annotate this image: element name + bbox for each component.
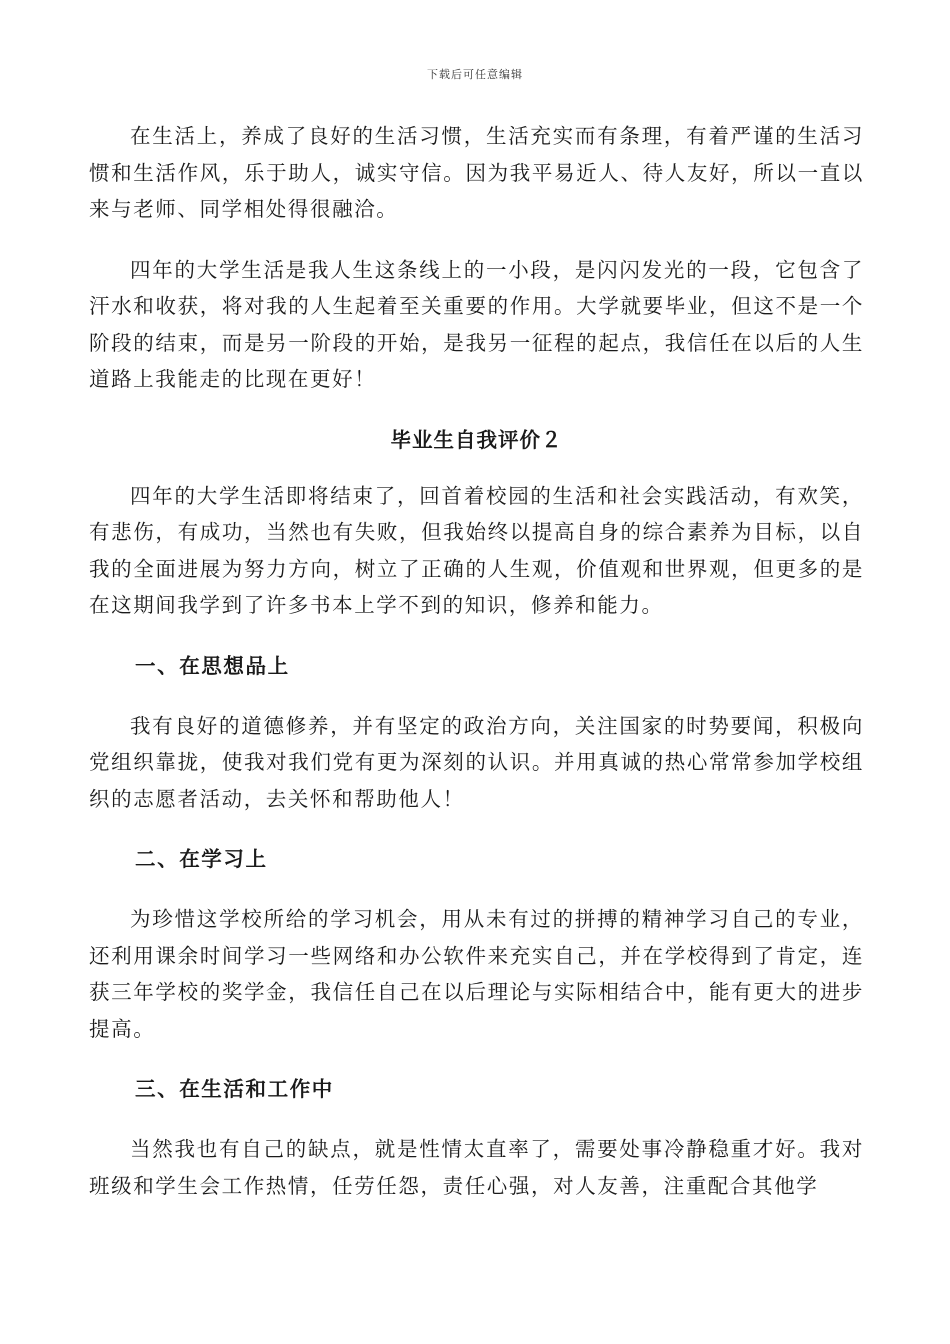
page-header: 下载后可任意编辑 [427,68,523,81]
document-title: 毕业生自我评价２ [390,427,563,452]
paragraph-life-work: 当然我也有自己的缺点，就是性情太直率了，需要处事冷静稳重才好。我对班级和学生会工作热情，任劳任怨，责任心强，对人友善，注重配合其他学 [89,1137,864,1198]
paragraph-intro: 四年的大学生活即将结束了，回首着校园的生活和社会实践活动，有欢笑，有悲伤，有成功，当然也有失败，但我始终以提高自身的综合素养为目标，以自我的全面进展为努力方向，树立了正确的人生观，价值观和世界观，但更多的是在这期间我学到了许多书本上学不到的知识，修养和能力。 [89,483,864,617]
paragraph-ideology: 我有良好的道德修养，并有坚定的政治方向，关注国家的时势要闻，积极向党组织靠拢，使我对我们党有更为深刻的认识。并用真诚的热心常常参加学校组织的志愿者活动，去关怀和帮助他人！ [89,713,864,811]
section-heading-study: 二、在学习上 [135,847,268,871]
paragraph-four-years: 四年的大学生活是我人生这条线上的一小段，是闪闪发光的一段，它包含了汗水和收获，将对我的人生起着至关重要的作用。大学就要毕业，但这不是一个阶段的结束，而是另一阶段的开始，是我另一征程的起点，我信任在以后的人生道路上我能走的比现在更好！ [89,257,864,391]
section-heading-life-work: 三、在生活和工作中 [135,1077,334,1101]
paragraph-study: 为珍惜这学校所给的学习机会，用从未有过的拼搏的精神学习自己的专业，还利用课余时间学习一些网络和办公软件来充实自己，并在学校得到了肯定，连获三年学校的奖学金，我信任自己在以后理论与实际相结合中，能有更大的进步提高。 [89,907,864,1041]
section-heading-ideology: 一、在思想品上 [135,653,290,678]
paragraph-life-habits: 在生活上，养成了良好的生活习惯，生活充实而有条理，有着严谨的生活习惯和生活作风，乐于助人，诚实守信。因为我平易近人、待人友好，所以一直以来与老师、同学相处得很融洽。 [89,124,864,221]
document-body [89,118,864,1228]
